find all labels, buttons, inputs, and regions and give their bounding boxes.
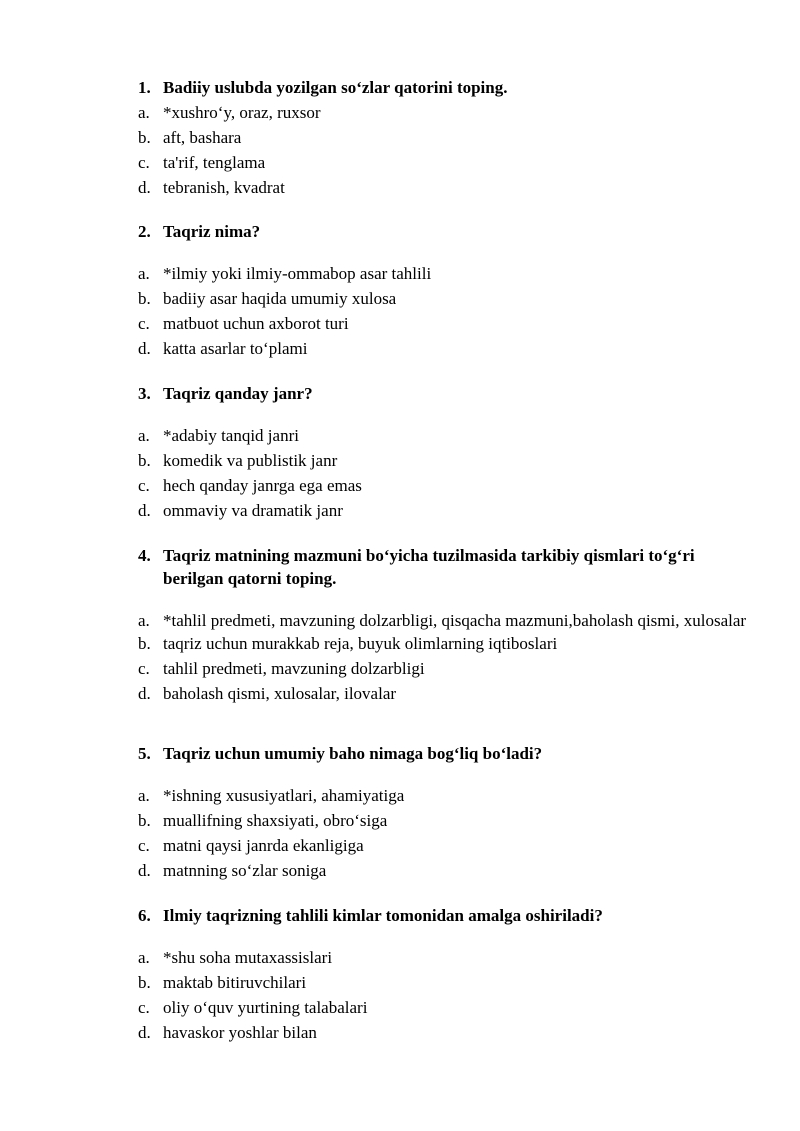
option-text: ommaviy va dramatik janr	[163, 501, 343, 520]
question-number: 5.	[138, 744, 151, 763]
option-letter: c.	[138, 659, 150, 678]
option-text: katta asarlar to‘plami	[163, 339, 308, 358]
option-letter: c.	[138, 476, 150, 495]
question-title	[138, 382, 748, 405]
question-title	[138, 544, 748, 590]
option-letter: d.	[138, 861, 151, 880]
option-b	[138, 288, 748, 310]
option-letter: c.	[138, 314, 150, 333]
option-letter: a.	[138, 948, 150, 967]
option-text: havaskor yoshlar bilan	[163, 1023, 317, 1042]
option-text: aft, bashara	[163, 128, 242, 147]
option-letter: d.	[138, 339, 151, 358]
option-letter: b.	[138, 451, 151, 470]
option-b	[138, 127, 748, 149]
question-number: 6.	[138, 906, 151, 925]
option-d	[138, 177, 748, 199]
option-letter: a.	[138, 786, 150, 805]
option-letter: b.	[138, 128, 151, 147]
option-c	[138, 658, 748, 680]
question-title	[138, 76, 748, 99]
option-letter: c.	[138, 836, 150, 855]
option-d	[138, 1022, 748, 1044]
question-text: Taqriz uchun umumiy baho nimaga bog‘liq bo‘ladi?	[163, 744, 543, 763]
question-title	[138, 742, 748, 765]
option-letter: a.	[138, 426, 150, 445]
option-text: badiiy asar haqida umumiy xulosa	[163, 289, 397, 308]
option-text: matnning so‘zlar soniga	[163, 861, 327, 880]
option-b	[138, 810, 748, 832]
option-text: maktab bitiruvchilari	[163, 973, 307, 992]
question-5	[138, 742, 748, 885]
option-text: *shu soha mutaxassislari	[163, 948, 333, 967]
option-b	[138, 450, 748, 472]
option-c	[138, 152, 748, 174]
option-list	[138, 610, 748, 705]
option-letter: b.	[138, 811, 151, 830]
option-text: hech qanday janrga ega emas	[163, 476, 362, 495]
option-letter: a.	[138, 103, 150, 122]
option-list	[138, 947, 748, 1044]
question-text: Taqriz nima?	[163, 222, 261, 241]
option-c	[138, 313, 748, 335]
question-number: 4.	[138, 546, 151, 565]
option-letter: b.	[138, 289, 151, 308]
option-d	[138, 500, 748, 522]
option-list	[138, 785, 748, 882]
option-text: *xushro‘y, oraz, ruxsor	[163, 103, 321, 122]
question-title	[138, 220, 748, 243]
option-c	[138, 475, 748, 497]
option-text: *tahlil predmeti, mavzuning dolzarbligi, qisqacha mazmuni,baholash qismi, xulosalar	[163, 611, 747, 630]
option-text: *adabiy tanqid janri	[163, 426, 299, 445]
option-text: *ishning xususiyatlari, ahamiyatiga	[163, 786, 405, 805]
option-text: taqriz uchun murakkab reja, buyuk olimlarning iqtiboslari	[163, 634, 558, 653]
option-text: muallifning shaxsiyati, obro‘siga	[163, 811, 388, 830]
option-text: matni qaysi janrda ekanligiga	[163, 836, 364, 855]
option-text: oliy o‘quv yurtining talabalari	[163, 998, 368, 1017]
question-number: 2.	[138, 222, 151, 241]
option-d	[138, 683, 748, 705]
option-text: baholash qismi, xulosalar, ilovalar	[163, 684, 397, 703]
option-letter: d.	[138, 501, 151, 520]
option-d	[138, 338, 748, 360]
option-a	[138, 102, 748, 124]
option-a	[138, 610, 748, 631]
option-text: tebranish, kvadrat	[163, 178, 285, 197]
option-a	[138, 785, 748, 807]
option-c	[138, 997, 748, 1019]
option-letter: d.	[138, 178, 151, 197]
option-c	[138, 835, 748, 857]
question-1	[138, 76, 748, 202]
question-text: Ilmiy taqrizning tahlili kimlar tomonidan amalga oshiriladi?	[163, 906, 603, 925]
option-b	[138, 633, 748, 655]
option-text: tahlil predmeti, mavzuning dolzarbligi	[163, 659, 425, 678]
option-a	[138, 947, 748, 969]
option-letter: c.	[138, 998, 150, 1017]
option-b	[138, 972, 748, 994]
option-letter: b.	[138, 634, 151, 653]
question-title	[138, 904, 748, 927]
option-letter: d.	[138, 684, 151, 703]
question-6	[138, 904, 748, 1047]
option-text: *ilmiy yoki ilmiy-ommabop asar tahlili	[163, 264, 432, 283]
option-letter: c.	[138, 153, 150, 172]
option-text: ta'rif, tenglama	[163, 153, 266, 172]
option-letter: d.	[138, 1023, 151, 1042]
question-text: Badiiy uslubda yozilgan so‘zlar qatorini toping.	[163, 78, 508, 97]
option-text: matbuot uchun axborot turi	[163, 314, 349, 333]
option-letter: b.	[138, 973, 151, 992]
option-text: komedik va publistik janr	[163, 451, 338, 470]
question-3	[138, 382, 748, 525]
question-4	[138, 544, 748, 708]
question-number: 1.	[138, 78, 151, 97]
option-letter: a.	[138, 611, 150, 630]
option-list	[138, 425, 748, 522]
option-a	[138, 263, 748, 285]
option-letter: a.	[138, 264, 150, 283]
question-number: 3.	[138, 384, 151, 403]
option-list	[138, 263, 748, 360]
option-a	[138, 425, 748, 447]
question-text: Taqriz qanday janr?	[163, 384, 313, 403]
question-text: Taqriz matnining mazmuni bo‘yicha tuzilmasida tarkibiy qismlari to‘g‘ri berilgan qatorni toping.	[163, 546, 695, 588]
option-d	[138, 860, 748, 882]
option-list	[138, 102, 748, 199]
question-2	[138, 220, 748, 363]
